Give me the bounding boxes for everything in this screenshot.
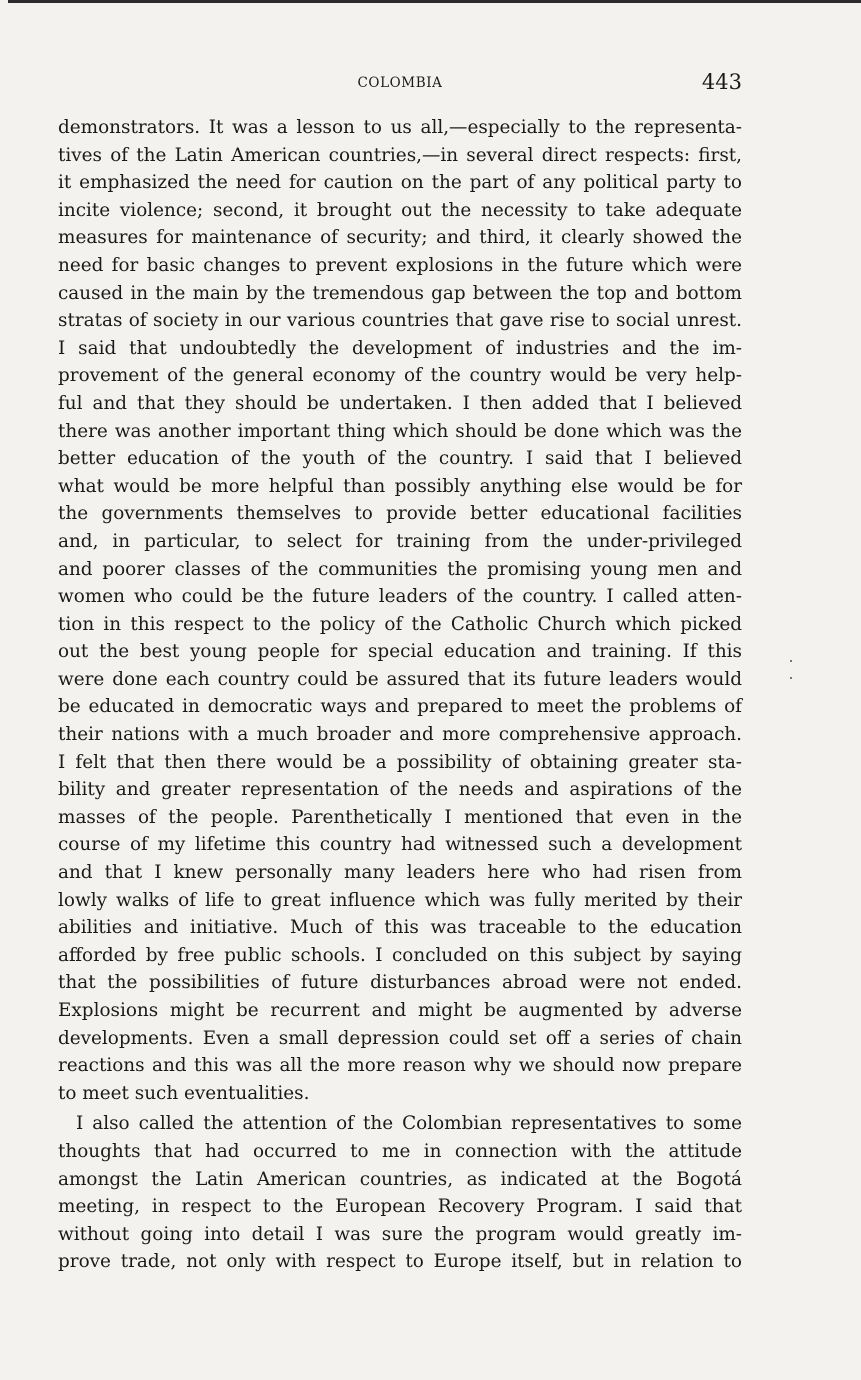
top-rule: [8, 0, 861, 3]
text-line: masses of the people. Parenthetically I mentioned that even in the: [58, 806, 742, 828]
text-line: without going into detail I was sure the program would greatly im-: [58, 1223, 742, 1245]
text-line: I felt that then there would be a possibility of obtaining greater sta-: [58, 751, 742, 773]
text-line: measures for maintenance of security; and third, it clearly showed the: [58, 227, 742, 249]
text-line: afforded by free public schools. I concluded on this subject by saying: [58, 944, 742, 966]
text-line: course of my lifetime this country had witnessed such a development: [58, 834, 742, 856]
text-line: and, in particular, to select for training from the under-privileged: [58, 530, 742, 552]
text-line: and that I knew personally many leaders here who had risen from: [58, 862, 742, 884]
text-line: be educated in democratic ways and prepared to meet the problems of: [58, 696, 742, 718]
paragraph: [58, 114, 742, 1107]
text-line: it emphasized the need for caution on the part of any political party to: [58, 172, 742, 194]
text-line: women who could be the future leaders of the country. I called atten-: [58, 586, 742, 608]
text-line: I said that undoubtedly the development of industries and the im-: [58, 337, 742, 359]
text-line: prove trade, not only with respect to Europe itself, but in relation to: [58, 1251, 742, 1273]
page-header: [58, 70, 742, 100]
text-line: lowly walks of life to great influence which was fully merited by their: [58, 889, 742, 911]
text-line: tion in this respect to the policy of the Catholic Church which picked: [58, 613, 742, 635]
text-line: their nations with a much broader and more comprehensive approach.: [58, 724, 742, 746]
text-line: incite violence; second, it brought out the necessity to take adequate: [58, 199, 742, 221]
text-line: developments. Even a small depression could set off a series of chain: [58, 1027, 742, 1049]
text-line: demonstrators. It was a lesson to us all,—especially to the representa-: [58, 117, 742, 138]
text-line: amongst the Latin American countries, as indicated at the Bogotá: [58, 1168, 742, 1190]
text-line: to meet such eventualities.: [58, 1082, 310, 1104]
text-line: better education of the youth of the country. I said that I believed: [58, 448, 742, 470]
text-line: bility and greater representation of the needs and aspirations of the: [58, 779, 742, 801]
paragraph: [58, 1110, 742, 1276]
text-line: what would be more helpful than possibly anything else would be for: [58, 475, 742, 497]
text-line: stratas of society in our various countries that gave rise to social unrest.: [58, 310, 742, 332]
text-line: caused in the main by the tremendous gap between the top and bottom: [58, 282, 742, 304]
text-line: out the best young people for special education and training. If this: [58, 641, 742, 663]
text-line: and poorer classes of the communities the promising young men and: [58, 558, 742, 580]
text-line: provement of the general economy of the country would be very help-: [58, 365, 742, 387]
text-line: meeting, in respect to the European Recovery Program. I said that: [58, 1196, 742, 1218]
text-line: reactions and this was all the more reason why we should now prepare: [58, 1055, 742, 1077]
page-number: 443: [701, 70, 742, 94]
margin-mark: [790, 660, 792, 662]
text-line: tives of the Latin American countries,—in several direct respects: first,: [58, 144, 742, 166]
text-line: ful and that they should be undertaken. I then added that I believed: [58, 392, 742, 414]
text-line: Explosions might be recurrent and might be augmented by adverse: [58, 1000, 742, 1021]
text-line: thoughts that had occurred to me in connection with the attitude: [58, 1140, 742, 1162]
text-line: there was another important thing which should be done which was the: [58, 420, 742, 442]
body-text: [58, 114, 742, 1276]
running-head: COLOMBIA: [357, 75, 443, 91]
text-line: need for basic changes to prevent explosions in the future which were: [58, 254, 742, 276]
margin-mark: [790, 677, 792, 679]
text-line: the governments themselves to provide better educational facilities: [58, 503, 742, 525]
text-line: were done each country could be assured that its future leaders would: [58, 668, 742, 690]
text-line: that the possibilities of future disturbances abroad were not ended.: [58, 972, 742, 994]
text-line: I also called the attention of the Colombian representatives to some: [76, 1113, 742, 1135]
text-line: abilities and initiative. Much of this was traceable to the education: [58, 917, 742, 939]
